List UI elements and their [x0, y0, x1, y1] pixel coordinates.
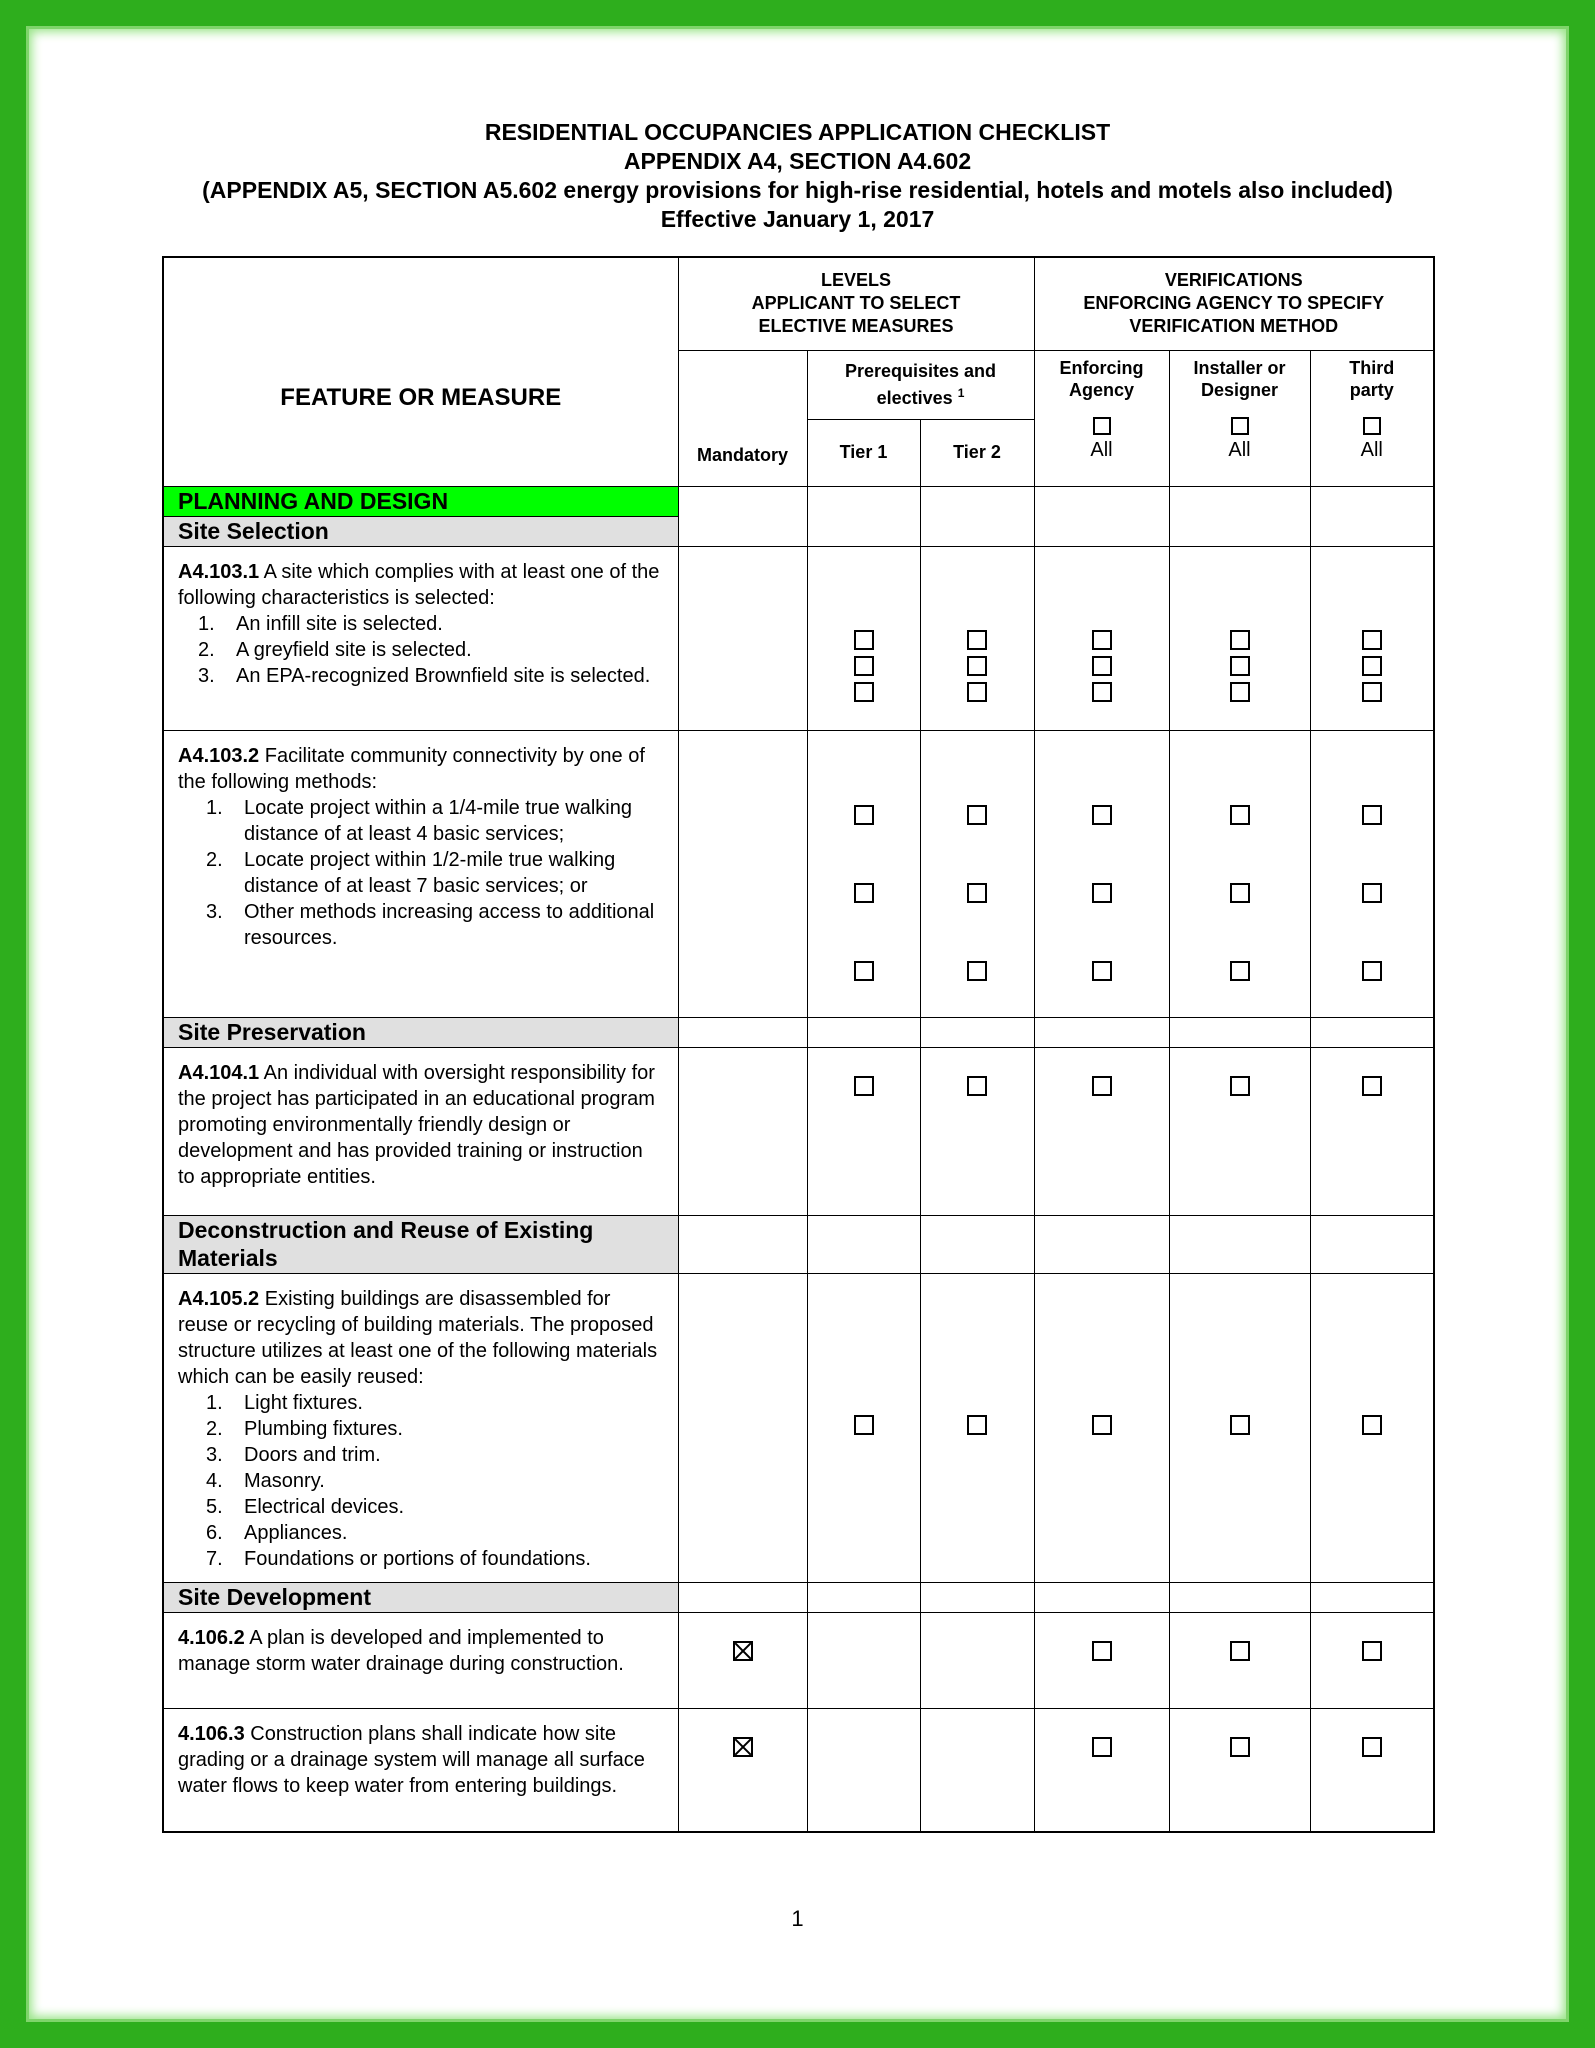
table-row: [163, 1612, 1434, 1708]
checkbox[interactable]: [1362, 805, 1382, 825]
table-row: [163, 730, 1434, 1017]
checkbox[interactable]: [1230, 1415, 1250, 1435]
checkbox[interactable]: [1362, 1415, 1382, 1435]
page-number: 1: [791, 1906, 804, 1931]
list-item: 3. Doors and trim.: [206, 1443, 381, 1466]
prerequisites-header: Prerequisites and electives $^1$: [807, 350, 1034, 419]
verifications-header: VERIFICATIONS ENFORCING AGENCY TO SPECIFY VERIFICATION METHOD: [1034, 257, 1434, 350]
checkbox[interactable]: [1092, 682, 1112, 702]
subsection-site-development: Site Development: [163, 1582, 678, 1612]
list-item: 4. Masonry.: [206, 1469, 325, 1492]
list-item: 3. An EPA-recognized Brownfield site is selected.: [198, 664, 651, 687]
checkbox[interactable]: [967, 656, 987, 676]
enforcing-all-checkbox[interactable]: [1093, 417, 1111, 435]
header-note: (APPENDIX A5, SECTION A5.602 energy provisions for high-rise residential, hotels and motels also included): [202, 177, 1393, 203]
checkbox[interactable]: [854, 883, 874, 903]
checkbox[interactable]: [1230, 682, 1250, 702]
measure-a4-103-1: A4.103.1 A site which complies with at least one of the following characteristics is selected: 1. An infill site is selected. 2. A greyfield site is selected. 3. An EPA-recognized Brownfield site is selected.: [163, 546, 678, 730]
measure-4-106-3: 4.106.3 Construction plans shall indicate how site grading or a drainage system will manage all surface water flows to keep water from entering buildings.: [163, 1708, 678, 1832]
measure-a4-104-1: A4.104.1 An individual with oversight responsibility for the project has participated in an educational program promoting environmentally friendly design or development and has provided training or instruction to appropriate entities.: [163, 1047, 678, 1215]
checkbox[interactable]: [967, 805, 987, 825]
checkbox[interactable]: [1230, 1076, 1250, 1096]
checkbox[interactable]: [854, 682, 874, 702]
list-item: 7. Foundations or portions of foundations.: [206, 1547, 591, 1570]
checkbox[interactable]: [1362, 961, 1382, 981]
document-header: [0, 118, 1595, 234]
checklist-table: [162, 256, 1435, 1833]
third-party-all-checkbox[interactable]: [1363, 417, 1381, 435]
third-party-header: Third party All: [1310, 350, 1434, 486]
mandatory-checked-checkbox[interactable]: [733, 1641, 753, 1661]
subsection-site-preservation: Site Preservation: [163, 1017, 678, 1047]
checkbox[interactable]: [1092, 630, 1112, 650]
list-item: 6. Appliances.: [206, 1521, 348, 1544]
checkbox[interactable]: [967, 1076, 987, 1096]
checkbox[interactable]: [1230, 1641, 1250, 1661]
table-row: [163, 1708, 1434, 1832]
checkbox[interactable]: [1362, 682, 1382, 702]
list-item: 3. Other methods increasing access to additional resources.: [206, 900, 655, 949]
checkbox[interactable]: [1362, 1641, 1382, 1661]
checkbox[interactable]: [854, 656, 874, 676]
list-item: 1. Light fixtures.: [206, 1391, 363, 1414]
checkbox[interactable]: [967, 630, 987, 650]
installer-all-checkbox[interactable]: [1231, 417, 1249, 435]
list-item: 5. Electrical devices.: [206, 1495, 405, 1518]
subsection-site-selection: Site Selection: [163, 516, 678, 546]
checkbox[interactable]: [967, 883, 987, 903]
checkbox[interactable]: [1092, 1415, 1112, 1435]
mandatory-checked-checkbox[interactable]: [733, 1737, 753, 1757]
tier2-header: Tier 2: [920, 419, 1034, 486]
checkbox[interactable]: [1230, 1737, 1250, 1757]
checkbox[interactable]: [1092, 883, 1112, 903]
table-row: [163, 1047, 1434, 1215]
mandatory-header: Mandatory: [678, 350, 807, 486]
table-row: [163, 1273, 1434, 1582]
checkbox[interactable]: [1092, 961, 1112, 981]
checkbox[interactable]: [854, 630, 874, 650]
checkbox[interactable]: [1362, 630, 1382, 650]
checkbox[interactable]: [1362, 883, 1382, 903]
subsection-deconstruction-reuse: Deconstruction and Reuse of Existing Materials: [163, 1215, 678, 1273]
list-item: 2. Locate project within 1/2-mile true walking distance of at least 7 basic services; or: [206, 848, 616, 897]
checkbox[interactable]: [1362, 1076, 1382, 1096]
checkbox[interactable]: [967, 682, 987, 702]
checkbox[interactable]: [1092, 656, 1112, 676]
installer-designer-header: Installer or Designer All: [1169, 350, 1310, 486]
levels-header: LEVELS APPLICANT TO SELECT ELECTIVE MEASURES: [678, 257, 1034, 350]
checkbox[interactable]: [1362, 656, 1382, 676]
checkbox[interactable]: [1230, 656, 1250, 676]
list-item: 2. Plumbing fixtures.: [206, 1417, 403, 1440]
enforcing-agency-header: Enforcing Agency All: [1034, 350, 1169, 486]
header-title: RESIDENTIAL OCCUPANCIES APPLICATION CHECKLIST: [484, 119, 1111, 145]
checkbox[interactable]: [854, 805, 874, 825]
checkbox[interactable]: [1230, 961, 1250, 981]
section-planning-design: PLANNING AND DESIGN: [163, 486, 678, 516]
checkbox[interactable]: [1092, 1076, 1112, 1096]
list-item: 2. A greyfield site is selected.: [198, 638, 472, 661]
measure-a4-105-2: A4.105.2 Existing buildings are disassembled for reuse or recycling of building materials. The proposed structure utilizes at least one of the following materials which can be easily reused: 1. Light fixtures. 2. Plumbing fixtures. 3. Doors and trim. 4. Masonry. 5. Electrical devices. 6. Appliances. 7. Foundations or portions of foundations.: [163, 1273, 678, 1582]
list-item: 1. Locate project within a 1/4-mile true walking distance of at least 4 basic services;: [206, 796, 632, 845]
checkbox[interactable]: [1230, 883, 1250, 903]
checkbox[interactable]: [1362, 1737, 1382, 1757]
checkbox[interactable]: [1230, 805, 1250, 825]
checkbox[interactable]: [1092, 805, 1112, 825]
measure-4-106-2: 4.106.2 A plan is developed and implemented to manage storm water drainage during construction.: [163, 1612, 678, 1708]
tier1-header: Tier 1: [807, 419, 920, 486]
checkbox[interactable]: [1230, 630, 1250, 650]
measure-a4-103-2: A4.103.2 Facilitate community connectivity by one of the following methods: 1. Locate project within a 1/4-mile true walking distance of at least 4 basic services; 2. Locate project within 1/2-mile true walking distance of at least 7 basic services; or 3. Other methods increasing access to additional resources.: [163, 730, 678, 1017]
checkbox[interactable]: [1092, 1641, 1112, 1661]
checkbox[interactable]: [967, 961, 987, 981]
checkbox[interactable]: [1092, 1737, 1112, 1757]
checkbox[interactable]: [967, 1415, 987, 1435]
list-item: 1. An infill site is selected.: [198, 612, 443, 635]
checkbox[interactable]: [854, 961, 874, 981]
feature-or-measure-header: FEATURE OR MEASURE: [163, 257, 678, 486]
checkbox[interactable]: [854, 1415, 874, 1435]
checkbox[interactable]: [854, 1076, 874, 1096]
header-appendix: APPENDIX A4, SECTION A4.602: [623, 148, 972, 174]
header-effective-date: Effective January 1, 2017: [660, 206, 935, 232]
table-row: [163, 546, 1434, 730]
